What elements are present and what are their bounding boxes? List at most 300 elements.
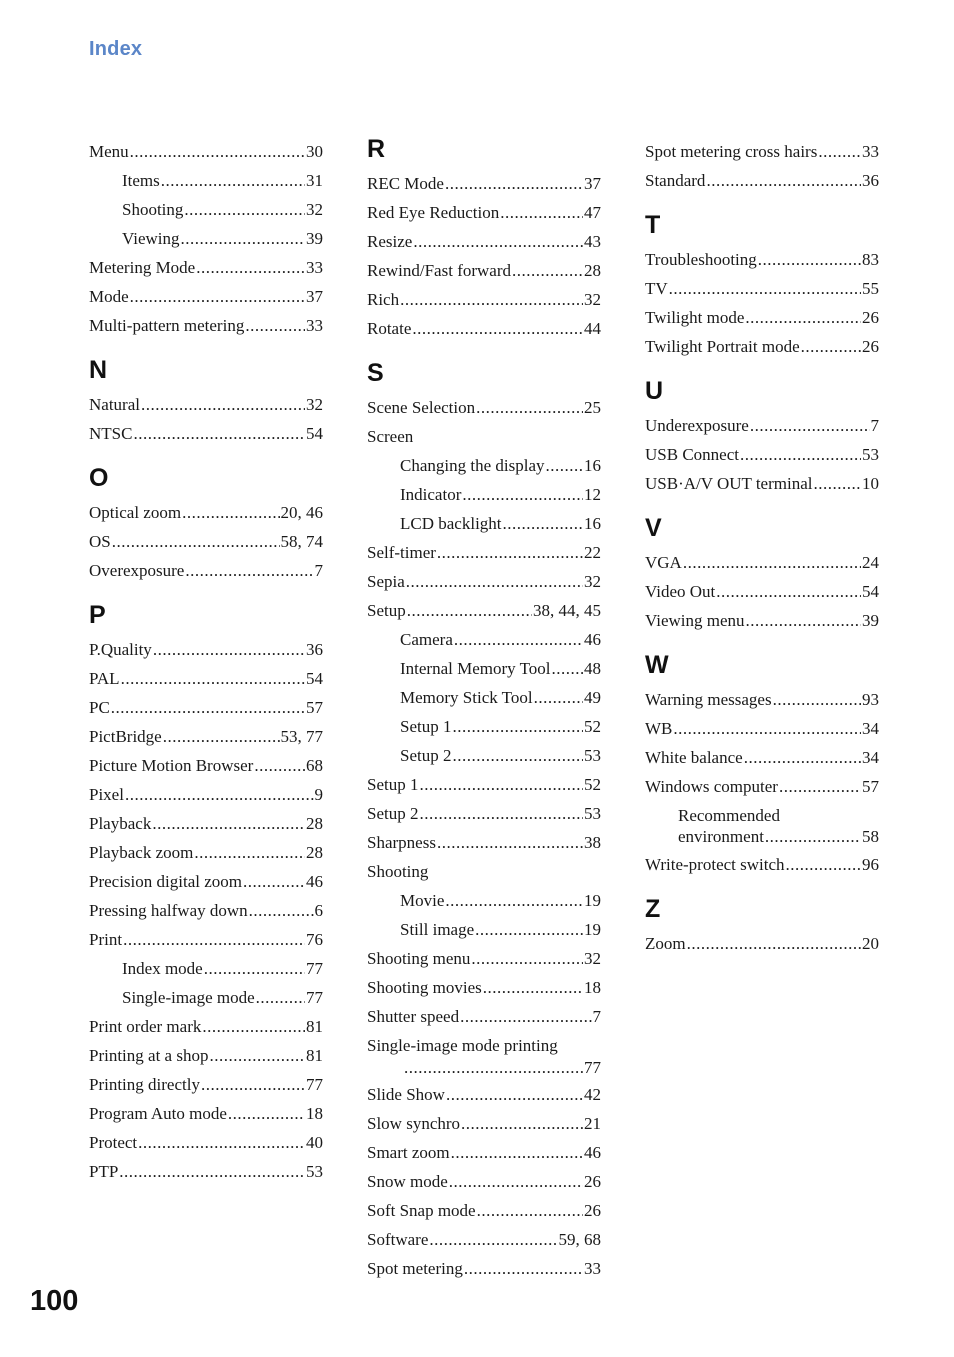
entry-term: USB Connect <box>645 445 739 464</box>
entry-page-ref: 58 <box>862 827 879 846</box>
entry-page-ref: 6 <box>314 901 323 920</box>
dot-leader <box>460 1002 591 1031</box>
entry-page-ref: 25 <box>584 398 601 417</box>
entry-page-ref: 32 <box>306 200 323 219</box>
index-entry <box>367 1002 601 1031</box>
dot-leader <box>201 1070 305 1099</box>
index-header: Index <box>89 38 143 60</box>
index-entry <box>645 577 879 606</box>
entry-term: Indicator <box>400 485 462 504</box>
entry-page-ref: 47 <box>584 203 601 222</box>
section-letter: S <box>367 359 384 387</box>
entry-term: OS <box>89 532 111 551</box>
entry-page-ref: 58, 74 <box>280 532 323 551</box>
entry-page-ref: 7 <box>870 416 879 435</box>
entry-term: Memory Stick Tool <box>400 688 533 707</box>
dot-leader <box>786 850 861 879</box>
index-subentry <box>89 224 323 253</box>
dot-leader <box>464 1254 583 1283</box>
entry-term: Natural <box>89 395 140 414</box>
dot-leader <box>477 1196 583 1225</box>
section-letter: O <box>89 464 109 492</box>
entry-page-ref: 54 <box>306 669 323 688</box>
dot-leader <box>461 1109 583 1138</box>
index-subentry <box>367 509 601 538</box>
dot-leader <box>412 314 583 343</box>
index-entry <box>367 770 601 799</box>
entry-term: Shooting <box>122 200 184 219</box>
index-subentry <box>89 166 323 195</box>
dot-leader <box>449 1167 583 1196</box>
entry-page-ref: 77 <box>584 1058 601 1077</box>
entry-term: Internal Memory Tool <box>400 659 551 678</box>
index-entry <box>645 772 879 801</box>
dot-leader <box>194 838 305 867</box>
dot-leader <box>818 137 861 166</box>
entry-page-ref: 83 <box>862 250 879 269</box>
dot-leader <box>419 770 583 799</box>
entry-term: Rich <box>367 290 400 309</box>
entry-page-ref: 18 <box>584 978 601 997</box>
entry-page-ref: 46 <box>584 630 601 649</box>
index-entry <box>367 256 601 285</box>
dot-leader <box>130 137 305 166</box>
dot-leader <box>245 311 305 340</box>
entry-term: Items <box>122 171 160 190</box>
entry-page-ref: 53, 77 <box>280 727 323 746</box>
entry-page-ref: 81 <box>306 1046 323 1065</box>
index-subentry <box>89 983 323 1012</box>
entry-page-ref: 20 <box>862 934 879 953</box>
entry-page-ref: 10 <box>862 474 879 493</box>
dot-leader <box>503 509 583 538</box>
index-subentry <box>367 712 601 741</box>
dot-leader <box>683 548 861 577</box>
entry-term: Setup 1 <box>400 717 452 736</box>
dot-leader <box>125 780 314 809</box>
entry-page-ref: 34 <box>862 748 879 767</box>
dot-leader <box>687 929 861 958</box>
index-entry <box>89 419 323 448</box>
index-entry <box>89 1099 323 1128</box>
entry-page-ref: 57 <box>862 777 879 796</box>
entry-page-ref: 76 <box>306 930 323 949</box>
index-entry <box>89 253 323 282</box>
index-subentry <box>367 451 601 480</box>
entry-term: Scene Selection <box>367 398 476 417</box>
entry-term: Sepia <box>367 572 405 591</box>
index-entry <box>89 1157 323 1186</box>
entry-term: Picture Motion Browser <box>89 756 254 775</box>
section-letter: U <box>645 377 664 405</box>
entry-page-ref: 81 <box>306 1017 323 1036</box>
entry-term: Optical zoom <box>89 503 182 522</box>
entry-page-ref: 54 <box>306 424 323 443</box>
entry-page-ref: 48 <box>584 659 601 678</box>
index-entry <box>89 1070 323 1099</box>
dot-leader <box>161 166 305 195</box>
entry-term: Playback zoom <box>89 843 194 862</box>
dot-leader <box>813 469 861 498</box>
index-entry <box>645 166 879 195</box>
index-entry <box>89 693 323 722</box>
entry-term: Protect <box>89 1133 138 1152</box>
dot-leader <box>256 983 305 1012</box>
dot-leader <box>476 393 583 422</box>
index-entry <box>89 1041 323 1070</box>
entry-page-ref: 16 <box>584 514 601 533</box>
index-entry <box>645 440 879 469</box>
dot-leader <box>406 567 583 596</box>
entry-term: Spot metering <box>367 1259 463 1278</box>
dot-leader <box>462 480 583 509</box>
entry-page-ref: 36 <box>306 640 323 659</box>
dot-leader <box>185 556 313 585</box>
entry-page-ref: 9 <box>314 785 323 804</box>
dot-leader <box>119 1157 305 1186</box>
entry-page-ref: 53 <box>862 445 879 464</box>
dot-leader <box>475 915 583 944</box>
entry-term: LCD backlight <box>400 514 502 533</box>
section-letter: P <box>89 601 106 629</box>
section-letter: Z <box>645 895 661 923</box>
index-entry <box>645 303 879 332</box>
entry-page-ref: 28 <box>584 261 601 280</box>
entry-page-ref: 30 <box>306 142 323 161</box>
dot-leader <box>552 654 583 683</box>
entry-term: Twilight Portrait mode <box>645 337 800 356</box>
entry-term: Shutter speed <box>367 1007 460 1026</box>
entry-term: Precision digital zoom <box>89 872 242 891</box>
index-entry <box>645 685 879 714</box>
entry-page-ref: 28 <box>306 814 323 833</box>
dot-leader <box>209 1041 305 1070</box>
index-entry <box>367 1080 601 1109</box>
entry-term: Self-timer <box>367 543 436 562</box>
entry-term: Underexposure <box>645 416 749 435</box>
dot-leader <box>133 419 305 448</box>
entry-term: Pressing halfway down <box>89 901 248 920</box>
entry-term: Smart zoom <box>367 1143 450 1162</box>
entry-term: PictBridge <box>89 727 162 746</box>
entry-page-ref: 33 <box>862 142 879 161</box>
entry-term: Single-image mode <box>122 988 255 1007</box>
index-column-2 <box>367 135 601 1283</box>
dot-leader <box>673 714 861 743</box>
index-entry <box>367 285 601 314</box>
entry-page-ref: 34 <box>862 719 879 738</box>
section-letter: W <box>645 651 669 679</box>
dot-leader <box>184 195 305 224</box>
index-entry <box>645 743 879 772</box>
entry-term: Overexposure <box>89 561 185 580</box>
index-entry <box>89 556 323 585</box>
entry-term: Print <box>89 930 123 949</box>
index-entry <box>367 393 601 422</box>
index-entry <box>367 169 601 198</box>
entry-term: Video Out <box>645 582 716 601</box>
index-entry <box>367 1225 601 1254</box>
entry-page-ref: 53 <box>306 1162 323 1181</box>
index-entry <box>89 282 323 311</box>
entry-page-ref: 26 <box>584 1172 601 1191</box>
entry-page-ref: 38, 44, 45 <box>533 601 601 620</box>
entry-term: Troubleshooting <box>645 250 757 269</box>
dot-leader <box>202 1012 305 1041</box>
dot-leader <box>669 274 861 303</box>
index-subentry <box>89 195 323 224</box>
index-entry <box>89 809 323 838</box>
dot-leader <box>404 1058 583 1078</box>
entry-term: Print order mark <box>89 1017 202 1036</box>
entry-page-ref: 93 <box>862 690 879 709</box>
index-entry <box>645 805 879 826</box>
entry-page-ref: 96 <box>862 855 879 874</box>
entry-term: Pixel <box>89 785 124 804</box>
index-entry <box>367 1138 601 1167</box>
dot-leader <box>454 625 583 654</box>
entry-term: TV <box>645 279 668 298</box>
entry-term: WB <box>645 719 673 738</box>
index-entry <box>645 548 879 577</box>
entry-page-ref: 37 <box>306 287 323 306</box>
index-entry <box>367 1196 601 1225</box>
dot-leader <box>779 772 861 801</box>
index-entry <box>367 1058 601 1078</box>
index-entry <box>367 567 601 596</box>
index-column-1 <box>89 137 323 1186</box>
dot-leader <box>801 332 861 361</box>
entry-page-ref: 36 <box>862 171 879 190</box>
entry-page-ref: 32 <box>584 290 601 309</box>
entry-term: Single-image mode printing <box>367 1036 558 1055</box>
entry-page-ref: 33 <box>306 258 323 277</box>
entry-page-ref: 39 <box>862 611 879 630</box>
entry-page-ref: 21 <box>584 1114 601 1133</box>
dot-leader <box>243 867 305 896</box>
entry-page-ref: 57 <box>306 698 323 717</box>
entry-term: Rotate <box>367 319 412 338</box>
entry-page-ref: 7 <box>592 1007 601 1026</box>
dot-leader <box>112 527 280 556</box>
entry-page-ref: 39 <box>306 229 323 248</box>
index-entry <box>89 925 323 954</box>
index-entry <box>89 311 323 340</box>
entry-term: Viewing menu <box>645 611 745 630</box>
index-entry <box>367 973 601 1002</box>
entry-term: Slide Show <box>367 1085 445 1104</box>
index-entry <box>645 245 879 274</box>
index-entry <box>645 411 879 440</box>
entry-term: Windows computer <box>645 777 778 796</box>
entry-page-ref: 46 <box>584 1143 601 1162</box>
dot-leader <box>437 828 583 857</box>
index-entry <box>645 850 879 879</box>
index-entry <box>645 274 879 303</box>
dot-leader <box>138 1128 305 1157</box>
entry-page-ref: 31 <box>306 171 323 190</box>
index-entry <box>645 826 879 847</box>
entry-term: Write-protect switch <box>645 855 785 874</box>
entry-term: Soft Snap mode <box>367 1201 476 1220</box>
entry-page-ref: 7 <box>314 561 323 580</box>
entry-page-ref: 18 <box>306 1104 323 1123</box>
index-entry <box>89 780 323 809</box>
entry-term: Setup 2 <box>367 804 419 823</box>
dot-leader <box>123 925 305 954</box>
entry-term: environment <box>678 827 764 846</box>
dot-leader <box>437 538 583 567</box>
entry-page-ref: 20, 46 <box>280 503 323 522</box>
entry-page-ref: 77 <box>306 1075 323 1094</box>
entry-page-ref: 40 <box>306 1133 323 1152</box>
entry-term: NTSC <box>89 424 133 443</box>
entry-page-ref: 12 <box>584 485 601 504</box>
index-entry <box>645 332 879 361</box>
dot-leader <box>744 743 861 772</box>
dot-leader <box>746 606 861 635</box>
index-entry <box>89 751 323 780</box>
dot-leader <box>452 712 583 741</box>
entry-term: Zoom <box>645 934 686 953</box>
entry-page-ref: 16 <box>584 456 601 475</box>
entry-term: Menu <box>89 142 129 161</box>
index-entry <box>367 422 601 451</box>
entry-page-ref: 54 <box>862 582 879 601</box>
dot-leader <box>204 954 305 983</box>
section-letter: T <box>645 211 661 239</box>
dot-leader <box>141 390 305 419</box>
index-subentry <box>367 625 601 654</box>
index-entry <box>367 227 601 256</box>
entry-term: PAL <box>89 669 120 688</box>
dot-leader <box>400 285 583 314</box>
index-entry <box>89 498 323 527</box>
dot-leader <box>452 741 583 770</box>
entry-term: Metering Mode <box>89 258 196 277</box>
entry-page-ref: 68 <box>306 756 323 775</box>
entry-page-ref: 32 <box>306 395 323 414</box>
entry-term: Snow mode <box>367 1172 448 1191</box>
dot-leader <box>534 683 583 712</box>
dot-leader <box>111 693 305 722</box>
entry-term: Multi-pattern metering <box>89 316 245 335</box>
section-letter: R <box>367 135 386 163</box>
entry-term: Viewing <box>122 229 180 248</box>
dot-leader <box>483 973 583 1002</box>
index-entry <box>367 828 601 857</box>
entry-term: Shooting menu <box>367 949 471 968</box>
entry-page-ref: 44 <box>584 319 601 338</box>
entry-term: Standard <box>645 171 706 190</box>
entry-term: Resize <box>367 232 413 251</box>
entry-term: Slow synchro <box>367 1114 461 1133</box>
entry-term: Printing directly <box>89 1075 200 1094</box>
index-entry <box>367 1167 601 1196</box>
dot-leader <box>740 440 861 469</box>
dot-leader <box>163 722 280 751</box>
entry-page-ref: 46 <box>306 872 323 891</box>
entry-page-ref: 77 <box>306 959 323 978</box>
index-entry <box>89 390 323 419</box>
entry-page-ref: 26 <box>862 308 879 327</box>
dot-leader <box>706 166 861 195</box>
entry-term: Rewind/Fast forward <box>367 261 512 280</box>
entry-page-ref: 42 <box>584 1085 601 1104</box>
dot-leader <box>716 577 861 606</box>
entry-page-ref: 49 <box>584 688 601 707</box>
index-entry <box>89 838 323 867</box>
index-subentry <box>367 683 601 712</box>
index-entry <box>367 1109 601 1138</box>
index-entry <box>89 1128 323 1157</box>
entry-page-ref: 33 <box>306 316 323 335</box>
dot-leader <box>750 411 870 440</box>
dot-leader <box>500 198 583 227</box>
entry-page-ref: 55 <box>862 279 879 298</box>
dot-leader <box>228 1099 305 1128</box>
entry-page-ref: 19 <box>584 891 601 910</box>
entry-page-ref: 77 <box>306 988 323 1007</box>
dot-leader <box>196 253 305 282</box>
entry-term: Program Auto mode <box>89 1104 227 1123</box>
entry-term: Movie <box>400 891 445 910</box>
index-entry <box>367 538 601 567</box>
index-entry <box>89 635 323 664</box>
index-subentry <box>367 480 601 509</box>
entry-term: Mode <box>89 287 129 306</box>
index-entry <box>89 664 323 693</box>
dot-leader <box>419 799 583 828</box>
entry-term: Twilight mode <box>645 308 745 327</box>
entry-page-ref: 53 <box>584 804 601 823</box>
index-entry <box>367 198 601 227</box>
entry-page-ref: 19 <box>584 920 601 939</box>
index-entry <box>89 896 323 925</box>
entry-page-ref: 53 <box>584 746 601 765</box>
entry-page-ref: 52 <box>584 775 601 794</box>
dot-leader <box>451 1138 583 1167</box>
entry-term: REC Mode <box>367 174 444 193</box>
index-entry <box>367 1254 601 1283</box>
dot-leader <box>407 596 532 625</box>
dot-leader <box>413 227 583 256</box>
entry-term: Setup 1 <box>367 775 419 794</box>
index-subentry <box>367 741 601 770</box>
dot-leader <box>765 826 861 847</box>
index-entry <box>89 527 323 556</box>
entry-term: Shooting <box>367 862 429 881</box>
entry-term: PC <box>89 698 110 717</box>
index-subentry <box>367 915 601 944</box>
entry-term: Sharpness <box>367 833 436 852</box>
dot-leader <box>249 896 314 925</box>
entry-page-ref: 22 <box>584 543 601 562</box>
entry-page-ref: 24 <box>862 553 879 572</box>
index-entry <box>367 799 601 828</box>
dot-leader <box>121 664 305 693</box>
entry-term: Setup 2 <box>400 746 452 765</box>
index-entry <box>645 137 879 166</box>
dot-leader <box>181 224 305 253</box>
entry-term: P.Quality <box>89 640 152 659</box>
entry-term: Changing the display <box>400 456 545 475</box>
dot-leader <box>545 451 583 480</box>
entry-page-ref: 37 <box>584 174 601 193</box>
dot-leader <box>182 498 279 527</box>
index-entry <box>367 314 601 343</box>
index-subentry <box>89 954 323 983</box>
